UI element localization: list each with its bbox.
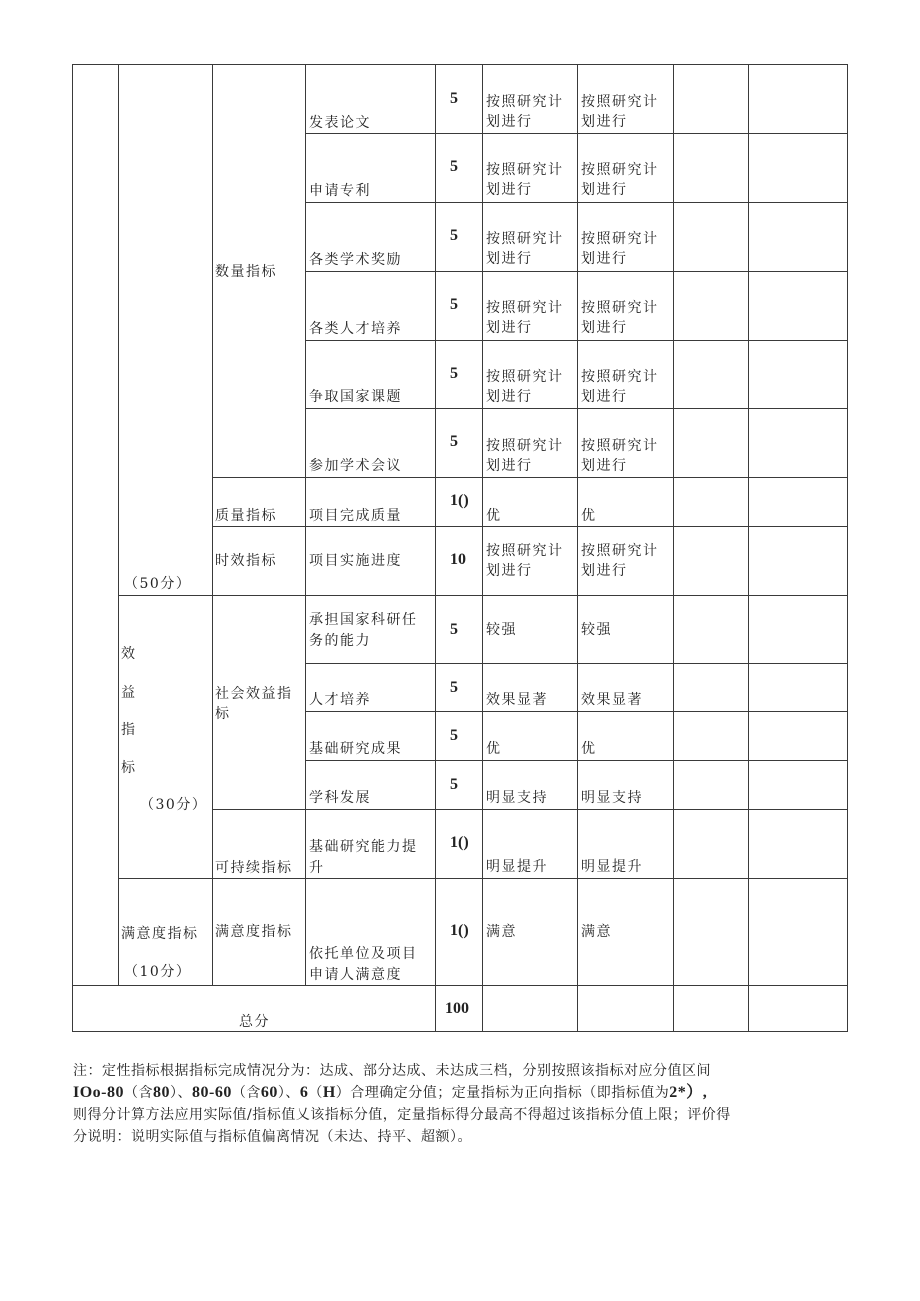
indicator-score: 5: [450, 727, 458, 744]
col-line-6: [577, 64, 578, 1032]
col-line-4: [435, 64, 436, 1032]
indicator-name-line2: 务的能力: [309, 633, 371, 649]
target-value: 明显支持: [486, 790, 548, 806]
benefit-char-2: 益: [121, 685, 137, 701]
target-value-line1: 按照研究计: [486, 300, 564, 316]
target-value-line2: 划进行: [486, 563, 533, 579]
actual-value-line2: 划进行: [581, 251, 628, 267]
target-value: 效果显著: [486, 692, 548, 708]
actual-value-line2: 划进行: [581, 320, 628, 336]
note-text: ）、: [277, 1085, 300, 1101]
note-value: 2*）,: [669, 1084, 708, 1101]
actual-value-line2: 划进行: [581, 458, 628, 474]
row-line: [305, 408, 848, 409]
note-line-2: [73, 1082, 863, 1104]
indicator-score: 10: [450, 551, 466, 568]
note-range-2: 80-60: [192, 1084, 232, 1101]
row-line: [118, 595, 848, 596]
benefit-char-3: 指: [121, 722, 137, 738]
target-value-line2: 划进行: [486, 114, 533, 130]
target-value-line2: 划进行: [486, 251, 533, 267]
indicator-score: 5: [450, 433, 458, 450]
target-value: 满意: [486, 924, 517, 940]
target-value-line1: 按照研究计: [486, 543, 564, 559]
table-left-border: [72, 64, 73, 1032]
col-line-8: [748, 64, 749, 1032]
indicator-name: 各类学术奖励: [309, 252, 402, 268]
note-value: H: [322, 1084, 336, 1101]
indicator-score: 5: [450, 776, 458, 793]
indicator-score: 1(): [450, 834, 469, 851]
target-value-line2: 划进行: [486, 458, 533, 474]
target-value-line2: 划进行: [486, 182, 533, 198]
row-line: [212, 477, 848, 478]
note-value: 60: [260, 1084, 278, 1101]
indicator-name: 项目完成质量: [309, 508, 402, 524]
target-value: 较强: [486, 622, 517, 638]
table-bottom-border: [72, 1031, 848, 1032]
satisfaction-score-label: （10分）: [124, 964, 192, 980]
social-benefit-label-2: 标: [215, 706, 231, 722]
actual-value-line1: 按照研究计: [581, 438, 659, 454]
sustainability-label: 可持续指标: [215, 860, 293, 876]
actual-value: 效果显著: [581, 692, 643, 708]
indicator-name-line1: 基础研究能力提: [309, 839, 418, 855]
indicator-score: 5: [450, 365, 458, 382]
target-value-line1: 按照研究计: [486, 94, 564, 110]
actual-value-line2: 划进行: [581, 114, 628, 130]
target-value: 明显提升: [486, 859, 548, 875]
row-line: [212, 526, 848, 527]
actual-value: 优: [581, 741, 597, 757]
row-line: [305, 760, 848, 761]
satisfaction-indicator-label: 满意度指标: [215, 924, 293, 940]
indicator-score: 5: [450, 158, 458, 175]
actual-value: 优: [581, 508, 597, 524]
row-line: [118, 878, 848, 879]
indicator-name: 申请专利: [309, 183, 371, 199]
note-value: 80: [153, 1084, 170, 1101]
row-line: [305, 271, 848, 272]
benefit-char-1: 效: [121, 646, 137, 662]
indicator-name: 争取国家课题: [309, 389, 402, 405]
note-text: （: [308, 1085, 323, 1101]
note-text: （含: [231, 1085, 261, 1101]
col-line-1: [118, 64, 119, 986]
actual-value-line1: 按照研究计: [581, 543, 659, 559]
actual-value: 满意: [581, 924, 612, 940]
actual-value-line2: 划进行: [581, 182, 628, 198]
total-label: 总分: [239, 1014, 270, 1030]
target-value-line1: 按照研究计: [486, 369, 564, 385]
benefit-score-label: （30分）: [140, 797, 208, 813]
row-line: [212, 809, 848, 810]
indicator-name: 学科发展: [309, 790, 371, 806]
indicator-score: 1(): [450, 492, 469, 509]
note-line-1: 注：定性指标根据指标完成情况分为：达成、部分达成、未达成三档，分别按照该指标对应分值区间: [73, 1063, 711, 1079]
col-line-7: [673, 64, 674, 1032]
quality-indicator-label: 质量指标: [215, 508, 277, 524]
indicator-score: 5: [450, 296, 458, 313]
actual-value-line1: 按照研究计: [581, 162, 659, 178]
indicator-name-line1: 依托单位及项目: [309, 946, 418, 962]
total-score: 100: [445, 1000, 469, 1017]
indicator-name: 参加学术会议: [309, 458, 402, 474]
actual-value-line1: 按照研究计: [581, 94, 659, 110]
target-value-line1: 按照研究计: [486, 162, 564, 178]
timeliness-indicator-label: 时效指标: [215, 553, 277, 569]
target-value-line2: 划进行: [486, 389, 533, 405]
row-line: [305, 663, 848, 664]
note-text: ）、: [170, 1085, 192, 1101]
row-line: [305, 133, 848, 134]
satisfaction-group-label: 满意度指标: [121, 926, 199, 942]
indicator-name: 各类人才培养: [309, 321, 402, 337]
actual-value: 明显支持: [581, 790, 643, 806]
actual-value-line1: 按照研究计: [581, 300, 659, 316]
actual-value-line1: 按照研究计: [581, 369, 659, 385]
row-line: [305, 202, 848, 203]
output-score-label: （50分）: [124, 576, 192, 592]
col-line-2: [212, 64, 213, 986]
target-value-line2: 划进行: [486, 320, 533, 336]
note-range-3: 6: [299, 1084, 309, 1101]
note-line-3: 则得分计算方法应用实际值/指标值乂该指标分值，定量指标得分最高不得超过该指标分值上限；评价得: [73, 1107, 731, 1123]
note-text: （含: [124, 1085, 153, 1101]
indicator-name: 人才培养: [309, 692, 371, 708]
indicator-name-line1: 承担国家科研任: [309, 612, 418, 628]
target-value-line1: 按照研究计: [486, 231, 564, 247]
target-value-line1: 按照研究计: [486, 438, 564, 454]
benefit-char-4: 标: [121, 760, 137, 776]
indicator-name: 项目实施进度: [309, 553, 402, 569]
indicator-name-line2: 申请人满意度: [309, 967, 402, 983]
indicator-name: 发表论文: [309, 115, 371, 131]
note-text: ）合理确定分值；定量指标为正向指标（即指标值为: [335, 1085, 670, 1101]
indicator-score: 5: [450, 90, 458, 107]
row-line: [305, 340, 848, 341]
actual-value-line2: 划进行: [581, 563, 628, 579]
indicator-name-line2: 升: [309, 860, 325, 876]
table-top-border: [72, 64, 848, 65]
row-line: [72, 985, 848, 986]
note-line-4: 分说明：说明实际值与指标值偏离情况（未达、持平、超额）。: [73, 1129, 472, 1145]
indicator-score: 5: [450, 621, 458, 638]
indicator-score: 5: [450, 227, 458, 244]
indicator-score: 1(): [450, 922, 469, 939]
actual-value-line2: 划进行: [581, 389, 628, 405]
indicator-name: 基础研究成果: [309, 741, 402, 757]
col-line-5: [482, 64, 483, 1032]
indicator-score: 5: [450, 679, 458, 696]
actual-value: 较强: [581, 622, 612, 638]
target-value: 优: [486, 741, 502, 757]
actual-value-line1: 按照研究计: [581, 231, 659, 247]
target-value: 优: [486, 508, 502, 524]
actual-value: 明显提升: [581, 859, 643, 875]
social-benefit-label-1: 社会效益指: [215, 686, 293, 702]
row-line: [305, 711, 848, 712]
quantity-indicator-label: 数量指标: [215, 264, 277, 280]
note-range-1: IOo-80: [73, 1084, 124, 1101]
table-right-border: [847, 64, 848, 1032]
